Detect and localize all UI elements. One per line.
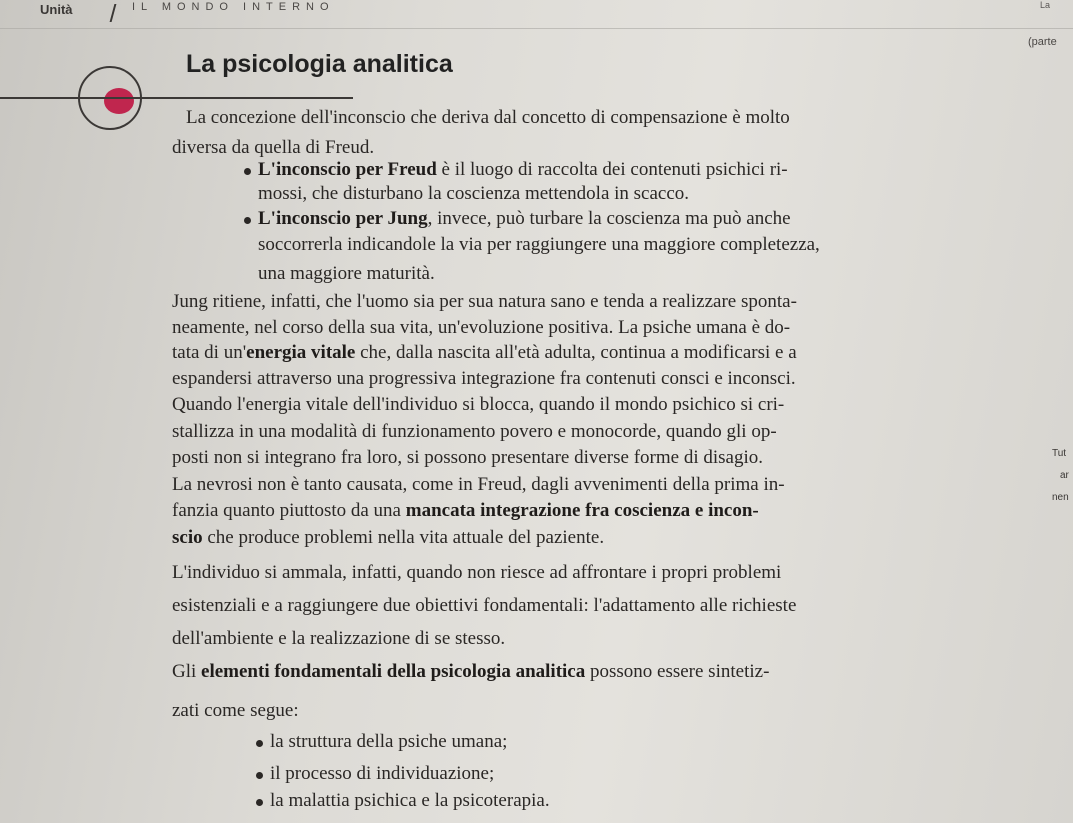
- text-span: è il luogo di raccolta dei contenuti psichici ri-: [436, 159, 788, 180]
- bullet-dot: [244, 168, 251, 175]
- list-item-2: il processo di individuazione;: [270, 763, 495, 784]
- para-line-5: Quando l'energia vitale dell'individuo si blocca, quando il mondo psichico si cri-: [172, 394, 785, 415]
- text-span: che produce problemi nella vita attuale del paziente.: [202, 527, 605, 548]
- para-line-4: espandersi attraverso una progressiva integrazione fra contenuti consci e inconsci.: [172, 368, 796, 389]
- text-span: che, dalla nascita all'età adulta, continua a modificarsi e a: [355, 342, 797, 363]
- para-line-6: stallizza in una modalità di funzionamento povero e monocorde, quando gli op-: [172, 421, 777, 442]
- text-line-2: diversa da quella di Freud.: [172, 137, 375, 158]
- page-title: La psicologia analitica: [186, 50, 453, 78]
- para-line-1: Jung ritiene, infatti, che l'uomo sia per sua natura sano e tenda a realizzare sponta-: [172, 291, 797, 312]
- para-line-8: La nevrosi non è tanto causata, come in Freud, dagli avvenimenti della prima in-: [172, 474, 785, 495]
- bullet-dot: [256, 799, 263, 806]
- para-line-13: dell'ambiente e la realizzazione di se stesso.: [172, 628, 506, 649]
- title-divider: [0, 97, 353, 99]
- para-line-2: neamente, nel corso della sua vita, un'evoluzione positiva. La psiche umana è do-: [172, 317, 791, 338]
- section-label: IL MONDO INTERNO: [132, 1, 335, 13]
- para-line-15: zati come segue:: [172, 700, 299, 721]
- bullet-jung-line-2: soccorrerla indicandole la via per raggiungere una maggiore completezza,: [258, 234, 820, 255]
- text-span: , invece, può turbare la coscienza ma può anche: [427, 208, 791, 229]
- header-separator: [110, 4, 129, 22]
- para-line-7: posti non si integrano fra loro, si possono presentare diverse forme di disagio.: [172, 447, 763, 468]
- margin-note-ar: ar: [1060, 470, 1069, 481]
- text-span: fanzia quanto piuttosto da una: [172, 500, 406, 521]
- bullet-freud-line-1: [258, 160, 788, 180]
- text-span: possono essere sintetiz-: [585, 661, 770, 682]
- section-marker-dot: [104, 88, 134, 114]
- text-span: tata di un': [172, 342, 247, 363]
- margin-note-nen: nen: [1052, 492, 1069, 503]
- scio-term: scio: [172, 527, 203, 548]
- list-item-1: la struttura della psiche umana;: [270, 731, 508, 752]
- jung-term: L'inconscio per Jung: [258, 208, 428, 229]
- elementi-fondamentali-term: elementi fondamentali della psicologia analitica: [201, 661, 586, 682]
- para-line-9: [172, 501, 759, 521]
- unit-label: Unità: [40, 2, 73, 17]
- list-item-3: la malattia psichica e la psicoterapia.: [270, 790, 550, 811]
- margin-note-parte: (parte: [1028, 36, 1057, 48]
- header-rule: [0, 28, 1073, 29]
- para-line-14: [172, 662, 769, 682]
- bullet-dot: [256, 740, 263, 747]
- bullet-dot: [256, 772, 263, 779]
- bullet-dot: [244, 217, 251, 224]
- bullet-freud-line-2: mossi, che disturbano la coscienza mettendola in scacco.: [258, 183, 690, 204]
- text-line-1: La concezione dell'inconscio che deriva dal concetto di compensazione è molto: [186, 107, 790, 128]
- energia-vitale-term: energia vitale: [246, 342, 356, 363]
- freud-term: L'inconscio per Freud: [258, 159, 437, 180]
- corner-fragment: La: [1040, 0, 1051, 10]
- para-line-12: esistenziali e a raggiungere due obiettivi fondamentali: l'adattamento alle richieste: [172, 595, 797, 616]
- bullet-jung-line-3: una maggiore maturità.: [258, 263, 435, 284]
- para-line-11: L'individuo si ammala, infatti, quando non riesce ad affrontare i propri problemi: [172, 562, 782, 583]
- margin-note-tut: Tut: [1052, 448, 1067, 459]
- para-line-3: [172, 343, 797, 363]
- text-span: Gli: [172, 661, 202, 682]
- para-line-10: [172, 528, 604, 548]
- mancata-integrazione-term: mancata integrazione fra coscienza e incon-: [405, 500, 759, 521]
- bullet-jung-line-1: [258, 209, 791, 229]
